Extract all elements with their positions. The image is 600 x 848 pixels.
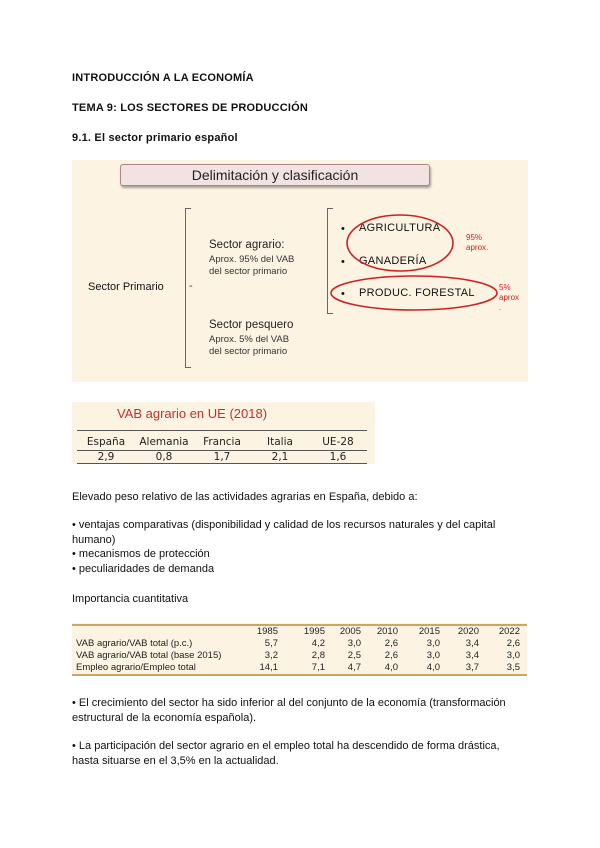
cell-value: 4,2: [311, 638, 325, 649]
item-agricultura: AGRICULTURA: [359, 222, 441, 234]
country-value: 2,9: [97, 451, 115, 463]
sector-primario-label: Sector Primario: [88, 281, 164, 293]
bullet-ganaderia: •: [341, 256, 346, 268]
bullet-ventajas-1: • ventajas comparativas (disponibilidad y calidad de los recursos naturales y del capital: [72, 519, 496, 531]
connector-dash: -: [189, 280, 193, 292]
item-produc-forestal: PRODUC. FORESTAL: [359, 287, 475, 299]
pct-forestal-value: 5%: [499, 283, 511, 292]
importancia-label: Importancia cuantitativa: [72, 593, 189, 605]
cell-value: 2,6: [384, 638, 398, 649]
country-header: Italia: [267, 436, 293, 448]
cell-value: 14,1: [259, 662, 278, 673]
pct-forestal-approx: aprox: [499, 293, 520, 302]
cell-value: 3,0: [347, 638, 361, 649]
bullet-mecanismos: • mecanismos de protección: [72, 548, 210, 560]
course-title: INTRODUCCIÓN A LA ECONOMÍA: [72, 72, 254, 84]
classification-diagram: [72, 160, 528, 382]
bullet-forestal: •: [341, 288, 346, 300]
cell-value: 3,4: [465, 650, 479, 661]
year-header: 2015: [418, 626, 440, 637]
year-header: 2005: [339, 626, 361, 637]
cell-value: 3,5: [506, 662, 520, 673]
country-header: España: [86, 436, 126, 448]
sector-agrario-note-1: Aprox. 95% del VAB: [209, 254, 295, 265]
section-title: 9.1. El sector primario español: [72, 132, 238, 144]
bullet-peculiaridades: • peculiaridades de demanda: [72, 563, 215, 575]
cell-value: 5,7: [264, 638, 278, 649]
year-header: 1995: [303, 626, 325, 637]
cell-value: 4,7: [347, 662, 361, 673]
table-bottom-rule: [72, 674, 527, 676]
cell-value: 3,0: [506, 650, 520, 661]
pct-agrario-approx: aprox.: [466, 243, 489, 252]
quantitative-table: [72, 623, 527, 676]
sector-pesquero-note-1: Aprox. 5% del VAB: [209, 334, 290, 345]
sector-agrario-title: Sector agrario:: [209, 239, 285, 251]
cell-value: 2,8: [311, 650, 325, 661]
row-label: VAB agrario/VAB total (base 2015): [76, 650, 222, 661]
bullet-ventajas-2: humano): [72, 534, 116, 546]
cell-value: 2,6: [384, 650, 398, 661]
year-header: 2020: [457, 626, 479, 637]
paragraph-empleo-1: • La participación del sector agrario en el empleo total ha descendido de forma drástica,: [72, 740, 500, 752]
country-value: 1,7: [213, 451, 231, 463]
country-header: Alemania: [139, 436, 189, 448]
cell-value: 4,0: [426, 662, 440, 673]
country-header: UE-28: [322, 436, 354, 448]
cell-value: 4,0: [384, 662, 398, 673]
item-ganaderia: GANADERÍA: [359, 255, 427, 267]
cell-value: 3,4: [465, 638, 479, 649]
country-header: Francia: [203, 436, 241, 448]
diagram-title: Delimitación y clasificación: [120, 164, 430, 186]
ellipse-agricultura: [347, 215, 453, 271]
country-value: 1,6: [329, 451, 347, 463]
cell-value: 2,5: [347, 650, 361, 661]
cell-value: 3,2: [264, 650, 278, 661]
sector-agrario-note-2: del sector primario: [209, 266, 288, 277]
ellipse-produc-forestal: [331, 276, 497, 310]
year-header: 2022: [498, 626, 520, 637]
year-header: 2010: [376, 626, 398, 637]
vab-ue-title: VAB agrario en UE (2018): [116, 406, 268, 421]
bullet-agricultura: •: [341, 223, 346, 235]
cell-value: 2,6: [506, 638, 520, 649]
sector-pesquero-title: Sector pesquero: [209, 319, 294, 331]
year-header: 1985: [256, 626, 278, 637]
pct-agrario-value: 95%: [466, 233, 483, 242]
cell-value: 3,7: [465, 662, 479, 673]
intro-text: Elevado peso relativo de las actividades agrarias en España, debido a:: [72, 491, 418, 503]
row-label: Empleo agrario/Empleo total: [76, 662, 196, 673]
country-value: 2,1: [271, 451, 289, 463]
country-value: 0,8: [155, 451, 173, 463]
topic-title: TEMA 9: LOS SECTORES DE PRODUCCIÓN: [72, 102, 308, 114]
sector-pesquero-note-2: del sector primario: [209, 346, 288, 357]
row-label: VAB agrario/VAB total (p.c.): [76, 638, 193, 649]
cell-value: 7,1: [311, 662, 325, 673]
vab-ue-table: [72, 402, 375, 464]
pct-forestal-dot: .: [499, 303, 502, 312]
cell-value: 3,0: [426, 638, 440, 649]
highlight-ellipses: [72, 160, 528, 382]
table-divider-top: [77, 430, 367, 431]
paragraph-crecimiento-1: • El crecimiento del sector ha sido inferior al del conjunto de la economía (transformación: [72, 697, 506, 709]
paragraph-empleo-2: hasta situarse en el 3,5% en la actualidad.: [72, 755, 279, 767]
table-divider-bottom: [77, 463, 367, 464]
paragraph-crecimiento-2: estructural de la economía española).: [72, 712, 257, 724]
cell-value: 3,0: [426, 650, 440, 661]
